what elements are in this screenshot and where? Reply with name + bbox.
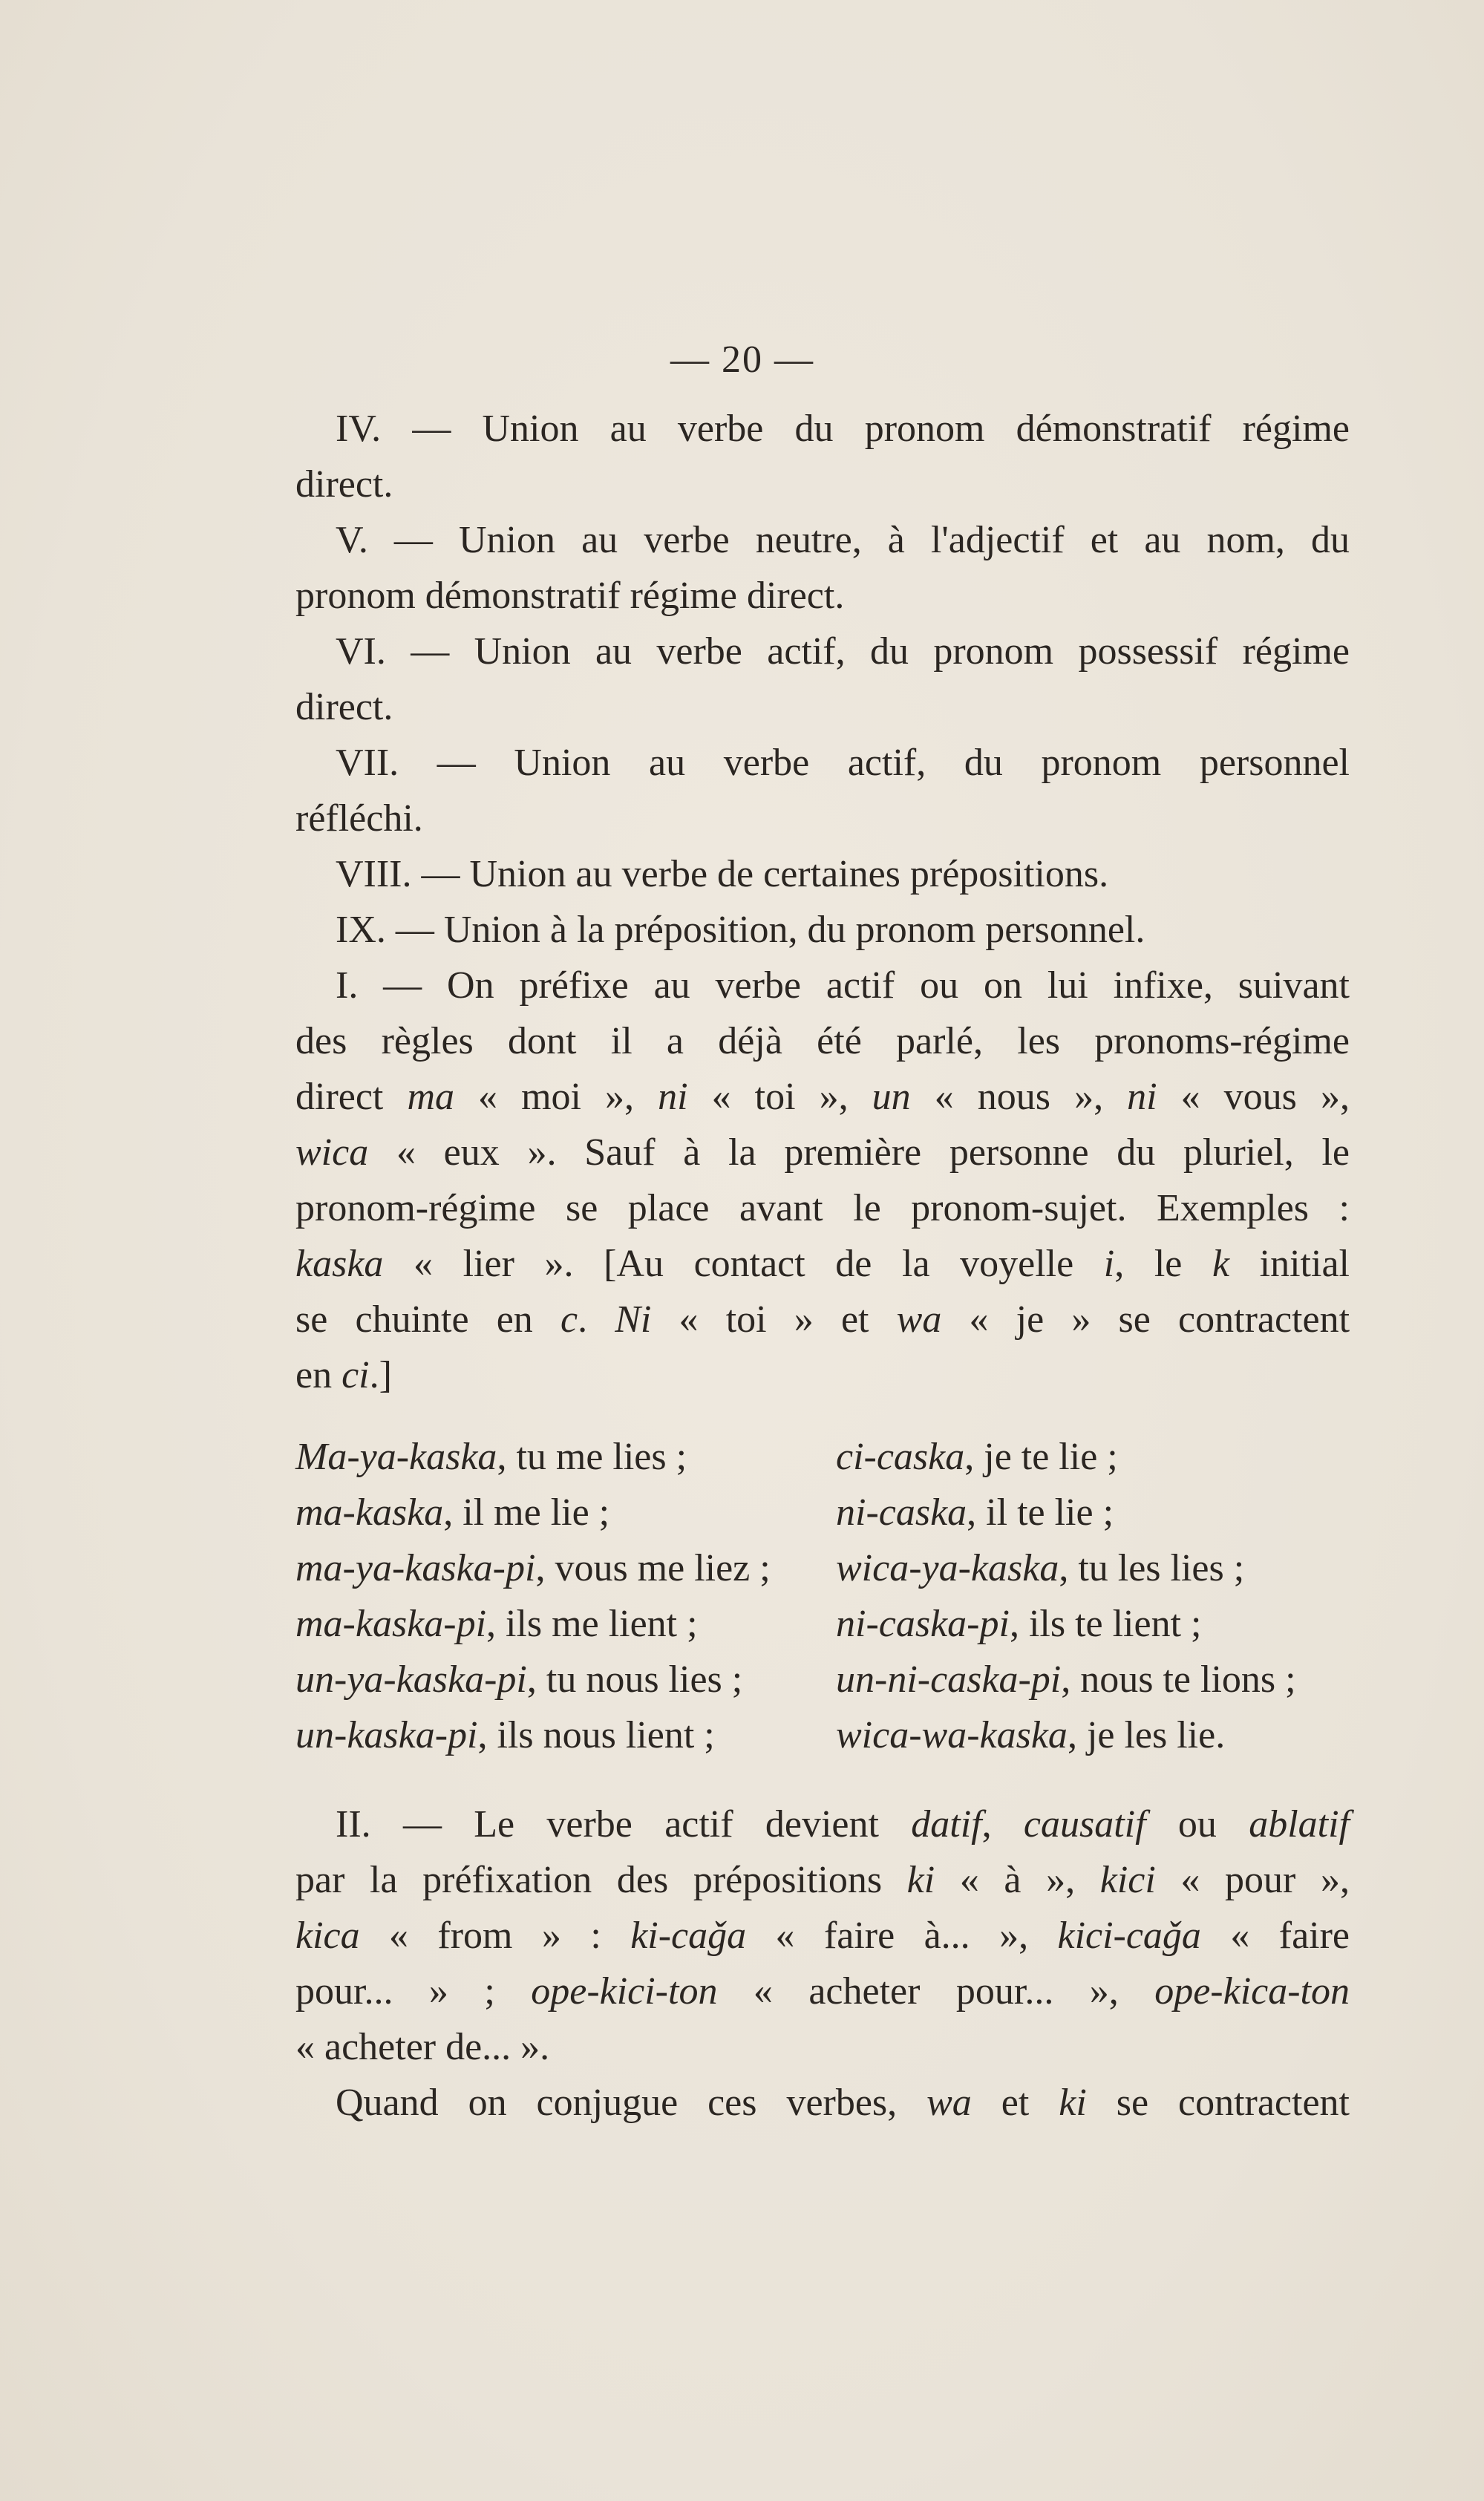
gloss: , je te lie ; bbox=[964, 1436, 1118, 1478]
dakota-word: wa bbox=[896, 1298, 942, 1341]
dakota-word: ope-kici-ton bbox=[531, 1970, 718, 2013]
text-run: et bbox=[971, 2082, 1059, 2124]
rule-vii-line-1: VII. — Union au verbe actif, du pronom personnel bbox=[336, 742, 1350, 784]
dakota-form: ma-ya-kaska-pi bbox=[295, 1547, 536, 1589]
dakota-word: ci bbox=[341, 1354, 370, 1396]
rule-list bbox=[295, 401, 1350, 1403]
rule-ix: IX. — Union à la préposition, du pronom personnel. bbox=[336, 909, 1145, 951]
dakota-word: kici-caǧa bbox=[1057, 1915, 1201, 1957]
term: ablatif bbox=[1249, 1803, 1350, 1845]
example-left bbox=[295, 1652, 815, 1707]
example-left bbox=[295, 1707, 815, 1763]
text-run: « à », bbox=[935, 1859, 1100, 1901]
para1-line-6 bbox=[295, 1236, 1350, 1292]
dakota-form: wica-wa-kaska bbox=[836, 1714, 1068, 1756]
gloss: , tu me lies ; bbox=[497, 1436, 687, 1478]
dakota-word: k bbox=[1212, 1243, 1230, 1285]
dakota-form: un-ya-kaska-pi bbox=[295, 1658, 527, 1701]
para1-line-8 bbox=[295, 1347, 1350, 1403]
rule-vi-line-2: direct. bbox=[295, 686, 393, 728]
text-run: « pour », bbox=[1155, 1859, 1350, 1901]
dakota-form: ma-kaska-pi bbox=[295, 1603, 487, 1645]
text-run: « moi », bbox=[454, 1076, 658, 1118]
example-row bbox=[295, 1540, 1350, 1596]
example-row bbox=[295, 1652, 1350, 1707]
example-row bbox=[295, 1485, 1350, 1540]
para2-line-4 bbox=[295, 1964, 1350, 2019]
gloss: , je les lie. bbox=[1067, 1714, 1226, 1756]
text-run: II. — Le verbe actif devient bbox=[336, 1803, 912, 1845]
dakota-word: ki bbox=[906, 1859, 935, 1901]
text-run: « eux ». Sauf à la première personne du pluriel, le bbox=[368, 1131, 1350, 1174]
dakota-word: ni bbox=[1127, 1076, 1157, 1118]
text-run: , le bbox=[1114, 1243, 1212, 1285]
gloss: , tu nous lies ; bbox=[526, 1658, 743, 1701]
rule-vii-line-2: réfléchi. bbox=[295, 797, 423, 840]
text-run: « faire bbox=[1200, 1915, 1350, 1957]
text-run: « from » : bbox=[359, 1915, 631, 1957]
dakota-form: ni-caska-pi bbox=[836, 1603, 1010, 1645]
para2-line-3 bbox=[295, 1908, 1350, 1964]
gloss: , ils nous lient ; bbox=[477, 1714, 715, 1756]
text-run: , bbox=[981, 1803, 1024, 1845]
term: datif bbox=[911, 1803, 982, 1845]
dakota-word: kica bbox=[295, 1915, 360, 1957]
page-number: — 20 — bbox=[670, 339, 814, 381]
para2-line-5: « acheter de... ». bbox=[295, 2026, 550, 2068]
text-run: « toi » et bbox=[651, 1298, 897, 1341]
dakota-word: wa bbox=[926, 2082, 972, 2124]
para1-line-5: pronom-régime se place avant le pronom-sujet. Exemples : bbox=[295, 1187, 1350, 1229]
text-run: se contractent bbox=[1086, 2082, 1350, 2124]
para1-line-4 bbox=[295, 1125, 1350, 1180]
text-run: Quand on conjugue ces verbes, bbox=[336, 2082, 927, 2124]
para1-line-7 bbox=[295, 1292, 1350, 1347]
text-run: « lier ». [Au contact de la voyelle bbox=[383, 1243, 1104, 1285]
dakota-form: un-ni-caska-pi bbox=[836, 1658, 1062, 1701]
text-run: initial bbox=[1229, 1243, 1350, 1285]
example-right bbox=[836, 1485, 1356, 1540]
rule-iv-line-1: IV. — Union au verbe du pronom démonstratif régime bbox=[336, 408, 1350, 450]
dakota-word: c bbox=[560, 1298, 578, 1341]
example-left bbox=[295, 1596, 815, 1652]
dakota-word: ki-caǧa bbox=[630, 1915, 747, 1957]
text-run: par la préfixation des prépositions bbox=[295, 1859, 907, 1901]
gloss: , vous me liez ; bbox=[535, 1547, 771, 1589]
dakota-form: ci-caska bbox=[836, 1436, 965, 1478]
gloss: , il me lie ; bbox=[443, 1491, 610, 1534]
para1-line-1: I. — On préfixe au verbe actif ou on lui infixe, suivant bbox=[336, 964, 1350, 1007]
dakota-word: ope-kica-ton bbox=[1154, 1970, 1350, 2013]
dakota-word: wica bbox=[295, 1131, 369, 1174]
text-run: « toi », bbox=[687, 1076, 872, 1118]
text-run: « acheter pour... », bbox=[717, 1970, 1155, 2013]
text-run: se chuinte en bbox=[295, 1298, 560, 1341]
text-run: . bbox=[578, 1298, 615, 1341]
dakota-form: ni-caska bbox=[836, 1491, 967, 1534]
dakota-word: i bbox=[1103, 1243, 1115, 1285]
example-right bbox=[836, 1596, 1356, 1652]
gloss: , tu les lies ; bbox=[1059, 1547, 1245, 1589]
para1-line-3 bbox=[295, 1069, 1350, 1125]
example-row bbox=[295, 1707, 1350, 1763]
rule-v-line-1: V. — Union au verbe neutre, à l'adjectif et au nom, du bbox=[336, 519, 1350, 561]
example-right bbox=[836, 1652, 1356, 1707]
para2-line-1 bbox=[295, 1797, 1350, 1852]
rule-iv-line-2: direct. bbox=[295, 463, 393, 506]
text-run: en bbox=[295, 1354, 342, 1396]
dakota-form: un-kaska-pi bbox=[295, 1714, 478, 1756]
rule-viii: VIII. — Union au verbe de certaines prépositions. bbox=[336, 853, 1109, 895]
text-run: pour... » ; bbox=[295, 1970, 532, 2013]
dakota-form: Ma-ya-kaska bbox=[295, 1436, 497, 1478]
dakota-word: ki bbox=[1059, 2082, 1087, 2124]
gloss: , nous te lions ; bbox=[1061, 1658, 1296, 1701]
example-row bbox=[295, 1429, 1350, 1485]
gloss: , ils te lient ; bbox=[1009, 1603, 1202, 1645]
rule-v-line-2: pronom démonstratif régime direct. bbox=[295, 575, 845, 617]
para2-line-6 bbox=[295, 2075, 1350, 2131]
dakota-form: ma-kaska bbox=[295, 1491, 444, 1534]
para2-line-2 bbox=[295, 1852, 1350, 1908]
para1-line-2: des règles dont il a déjà été parlé, les pronoms-régime bbox=[295, 1020, 1350, 1062]
dakota-word: Ni bbox=[615, 1298, 652, 1341]
example-right bbox=[836, 1707, 1356, 1763]
gloss: , il te lie ; bbox=[967, 1491, 1114, 1534]
example-left bbox=[295, 1485, 815, 1540]
dakota-word: ma bbox=[407, 1076, 454, 1118]
example-right bbox=[836, 1540, 1356, 1596]
example-right bbox=[836, 1429, 1356, 1485]
paragraph-ii bbox=[295, 1797, 1350, 2131]
text-run: ou bbox=[1145, 1803, 1249, 1845]
gloss: , ils me lient ; bbox=[486, 1603, 698, 1645]
dakota-form: wica-ya-kaska bbox=[836, 1547, 1059, 1589]
dakota-word: kici bbox=[1099, 1859, 1156, 1901]
text-run: « je » se contractent bbox=[941, 1298, 1350, 1341]
text-run: « nous », bbox=[910, 1076, 1128, 1118]
rule-vi-line-1: VI. — Union au verbe actif, du pronom possessif régime bbox=[336, 630, 1350, 673]
example-left bbox=[295, 1540, 815, 1596]
conjugation-examples bbox=[295, 1429, 1350, 1763]
dakota-word: un bbox=[872, 1076, 911, 1118]
text-run: .] bbox=[369, 1354, 392, 1396]
dakota-word: kaska bbox=[295, 1243, 384, 1285]
text-run: « faire à... », bbox=[746, 1915, 1058, 1957]
text-run: « vous », bbox=[1157, 1076, 1350, 1118]
term: causatif bbox=[1023, 1803, 1146, 1845]
dakota-word: ni bbox=[658, 1076, 688, 1118]
text-run: direct bbox=[295, 1076, 408, 1118]
example-row bbox=[295, 1596, 1350, 1652]
example-left bbox=[295, 1429, 815, 1485]
